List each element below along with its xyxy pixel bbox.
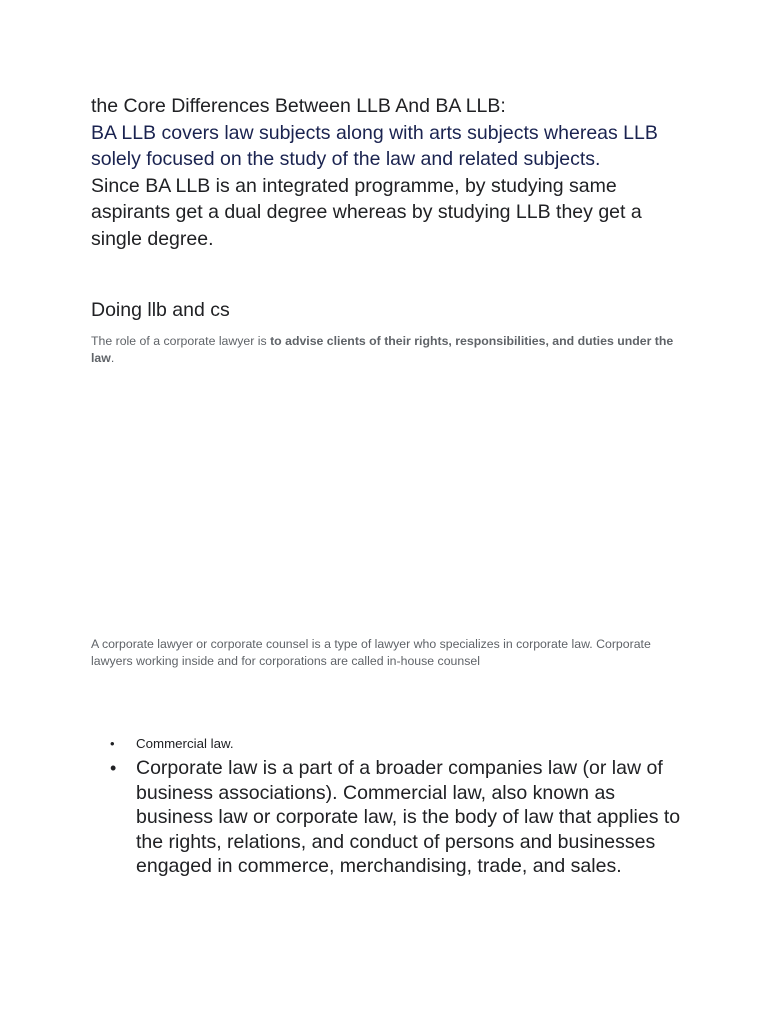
role-bold: to advise clients of their rights, responsibilities, and duties under the law	[91, 334, 674, 365]
intro-title: the Core Differences Between LLB And BA LLB:	[91, 95, 506, 117]
list-item	[110, 734, 690, 754]
list-item-text: Corporate law is a part of a broader companies law (or law of business associations). Commercial law, also known as business law or corporate law, is the body of law that applies to the rights, relations, and conduct of persons and businesses engaged in commerce, merchandising, trade, and sales.	[136, 757, 681, 878]
corporate-lawyer-role	[91, 333, 681, 367]
role-prefix: The role of a corporate lawyer is	[91, 334, 271, 348]
list-item	[110, 756, 690, 879]
list-item-text: Commercial law.	[136, 736, 234, 751]
role-suffix: .	[110, 351, 115, 365]
corporate-counsel-paragraph: A corporate lawyer or corporate counsel is a type of lawyer who specializes in corporate law. Corporate lawyers working inside and for corporations are called in-house counsel	[91, 637, 651, 668]
intro-body: Since BA LLB is an integrated programme, by studying same aspirants get a dual degree whereas by studying LLB they get a single degree.	[91, 174, 642, 250]
bullet-list	[110, 734, 690, 879]
intro-paragraph	[91, 93, 691, 253]
intro-highlight: BA LLB covers law subjects along with arts subjects whereas LLB solely focused on the study of the law and related subjects.	[91, 121, 658, 171]
bullet-marker: •	[110, 758, 117, 778]
section-heading: Doing llb and cs	[91, 299, 230, 321]
bullet-marker: •	[110, 736, 115, 751]
